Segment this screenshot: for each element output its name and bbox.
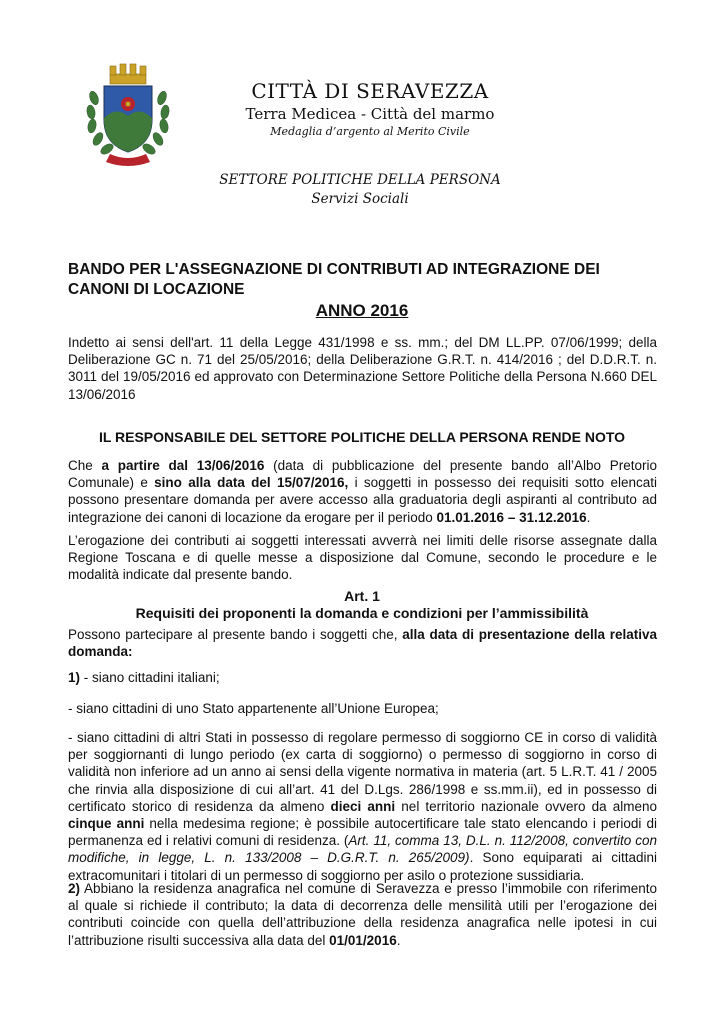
announcement-heading: IL RESPONSABILE DEL SETTORE POLITICHE DELLA PERSONA RENDE NOTO xyxy=(98,429,626,445)
document-year: ANNO 2016 xyxy=(315,301,409,320)
city-motto: Terra Medicea - Città del marmo xyxy=(245,105,495,123)
city-name: CITTÀ DI SERAVEZZA xyxy=(251,79,489,103)
service-name: Servizi Sociali xyxy=(311,191,409,207)
requirement-1: 1) - siano cittadini italiani; xyxy=(68,670,220,685)
document-title: BANDO PER L'ASSEGNAZIONE DI CONTRIBUTI AD INTEGRAZIONE DEI CANONI DI LOCAZIONE xyxy=(68,261,600,298)
intro-paragraph: Indetto ai sensi dell'art. 11 della Legge 431/1998 e ss. mm.; del DM LL.PP. 07/06/1999; della Deliberazione GC n. 71 del 25/05/2016; della Deliberazione G.R.T. n. 414/2016 ; del D.D.R.T. n. 3011 del 19/05/2016 ed approvato con Determinazione Settore Politiche della Persona N.660 DEL 13/06/2016 xyxy=(68,335,657,402)
article-title: Requisiti dei proponenti la domanda e condizioni per l’ammissibilità xyxy=(135,605,589,621)
coat-of-arms-logo xyxy=(80,58,176,170)
requirement-1-eu: - siano cittadini di uno Stato appartenente all’Unione Europea; xyxy=(68,701,439,716)
dates-paragraph: Che a partire dal 13/06/2016 (data di pubblicazione del presente bando all’Albo Pretorio Comunale) e sino alla data del 15/07/2016, i soggetti in possesso dei requisiti sotto elencati possono presentare domanda per avere accesso alla graduatoria degli aspiranti al contributo ad integrazione dei canoni di locazione da erogare per il periodo 01.01.2016 – 31.12.2016. xyxy=(68,458,657,525)
requirement-1-non-eu: - siano cittadini di altri Stati in possesso di regolare permesso di soggiorno CE in corso di validità per soggiornanti di lungo periodo (ex carta di soggiorno) o permesso di soggiorno in corso di validità non inferiore ad un anno ai sensi della vigente normativa in materia (art. 5 L.R.T. 41 / 2005 che rinvia alla disposizione di cui all’art. 41 del D.Lgs. 286/1998 e ss.mm.ii), ed in possesso di certificato storico di residenza da almeno dieci anni nel territorio nazionale ovvero da almeno cinque anni nella medesima regione; è possibile autocertificare tale stato elencando i periodi di permanenza ed i relativi comuni di residenza. (Art. 11, comma 13, D.L. n. 112/2008, convertito con modifiche, in legge, L. n. 133/2008 – D.G.R.T. n. 265/2009). Sono equiparati ai cittadini extracomunitari i titolari di un permesso di soggiorno per asilo o protezione sussidiaria. xyxy=(68,730,658,883)
city-medal: Medaglia d’argento al Merito Civile xyxy=(270,125,470,138)
sector-name: SETTORE POLITICHE DELLA PERSONA xyxy=(219,172,501,188)
requirement-2: 2) Abbiano la residenza anagrafica nel comune di Seravezza e presso l’immobile con riferimento al quale si richiede il contributo; la data di decorrenza delle mensilità utili per l’erogazione dei contributi coincide con quella dell’attribuzione della residenza anagrafica nelle ipotesi in cui l’attribuzione risulti successiva alla data del 01/01/2016. xyxy=(68,881,657,948)
eligibility-intro: Possono partecipare al presente bando i soggetti che, alla data di presentazione della relativa domanda: xyxy=(68,627,657,660)
article-number: Art. 1 xyxy=(344,588,380,604)
department-header xyxy=(180,171,540,209)
funding-paragraph: L’erogazione dei contributi ai soggetti interessati avverrà nei limiti delle risorse assegnate dalla Regione Toscana e di quelle messe a disposizione dal Comune, secondo le procedure e le modalità indicate dal presente bando. xyxy=(68,533,657,583)
letterhead xyxy=(220,80,520,140)
